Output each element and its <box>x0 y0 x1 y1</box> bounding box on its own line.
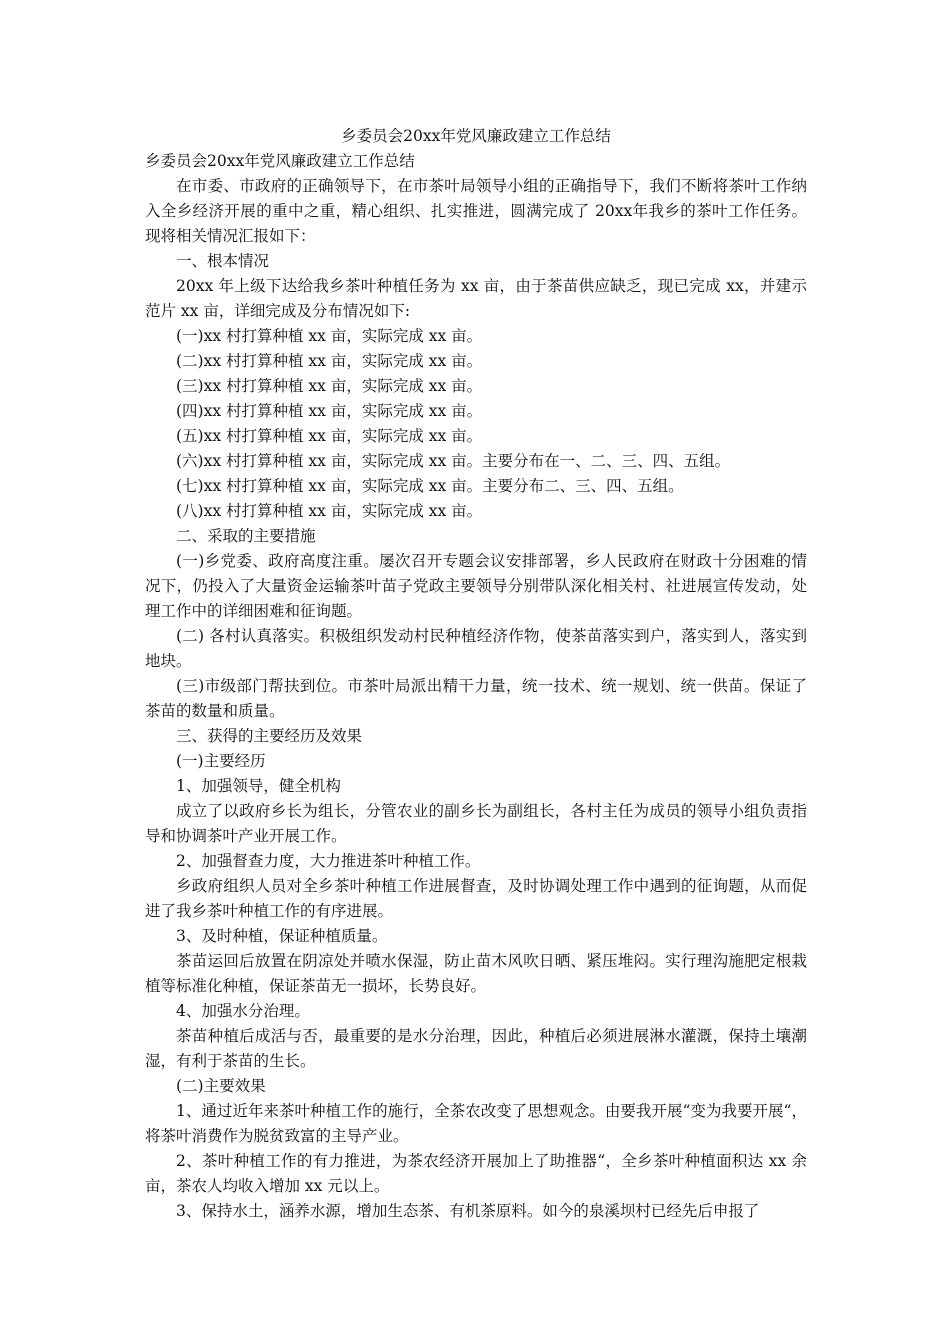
section-heading-basic: 一、根本情况 <box>176 252 270 270</box>
measure-paragraph: (二) 各村认真落实。积极组织发动村民种植经济作物，使茶苗落实到户，落实到人，落实到地块。 <box>145 627 807 670</box>
village-item: (五)xx 村打算种植 xx 亩，实际完成 xx 亩。 <box>176 427 483 445</box>
document-title: 乡委员会20xx年党风廉政建立工作总结 <box>341 127 611 145</box>
effect-paragraph: 3、保持水土，涵养水源，增加生态茶、有机茶原料。如今的泉溪坝村已经先后申报了 <box>176 1202 760 1220</box>
subsection-heading: (一)主要经历 <box>176 752 266 770</box>
basic-paragraph: 20xx 年上级下达给我乡茶叶种植任务为 xx 亩，由于茶苗供应缺乏，现已完成 xx，并建示范片 xx 亩，详细完成及分布情况如下: <box>145 277 807 320</box>
effect-paragraph: 2、茶叶种植工作的有力推进，为茶农经济开展加上了助推器“，全乡茶叶种植面积达 xx 余亩，茶农人均收入增加 xx 元以上。 <box>145 1152 807 1195</box>
section-heading-experience: 三、获得的主要经历及效果 <box>176 727 363 745</box>
subsection-heading: (二)主要效果 <box>176 1077 266 1095</box>
village-item: (八)xx 村打算种植 xx 亩，实际完成 xx 亩。 <box>176 502 483 520</box>
document-page <box>145 124 807 1224</box>
effect-paragraph: 1、通过近年来茶叶种植工作的施行，全茶农改变了思想观念。由要我开展“变为我要开展“，将茶叶消费作为脱贫致富的主导产业。 <box>145 1102 807 1145</box>
body-paragraph: 茶苗运回后放置在阴凉处并喷水保湿，防止苗木风吹日晒、紧压堆闷。实行理沟施肥定根栽植等标准化种植，保证茶苗无一损坏，长势良好。 <box>145 952 807 995</box>
body-paragraph: 茶苗种植后成活与否，最重要的是水分治理，因此，种植后必须进展淋水灌溉，保持土壤潮湿，有利于茶苗的生长。 <box>145 1027 807 1070</box>
intro-paragraph: 在市委、市政府的正确领导下，在市茶叶局领导小组的正确指导下，我们不断将茶叶工作纳入全乡经济开展的重中之重，精心组织、扎实推进，圆满完成了 20xx年我乡的茶叶工作任务。现将相关情况汇报如下： <box>145 177 807 245</box>
item-heading: 1、加强领导，健全机构 <box>176 777 341 795</box>
document-subtitle: 乡委员会20xx年党风廉政建立工作总结 <box>145 152 415 170</box>
body-paragraph: 乡政府组织人员对全乡茶叶种植工作进展督查，及时协调处理工作中遇到的征询题，从而促进了我乡茶叶种植工作的有序进展。 <box>145 877 807 920</box>
village-item: (二)xx 村打算种植 xx 亩，实际完成 xx 亩。 <box>176 352 483 370</box>
body-paragraph: 成立了以政府乡长为组长，分管农业的副乡长为副组长，各村主任为成员的领导小组负责指导和协调茶叶产业开展工作。 <box>145 802 807 845</box>
item-heading: 2、加强督查力度，大力推进茶叶种植工作。 <box>176 852 481 870</box>
measure-paragraph: (三)市级部门帮扶到位。市茶叶局派出精干力量，统一技术、统一规划、统一供苗。保证了茶苗的数量和质量。 <box>145 677 807 720</box>
village-item: (一)xx 村打算种植 xx 亩，实际完成 xx 亩。 <box>176 327 483 345</box>
section-heading-measures: 二、采取的主要措施 <box>176 527 316 545</box>
village-item: (三)xx 村打算种植 xx 亩，实际完成 xx 亩。 <box>176 377 483 395</box>
village-item: (六)xx 村打算种植 xx 亩，实际完成 xx 亩。主要分布在一、二、三、四、五组。 <box>176 452 731 470</box>
item-heading: 3、及时种植，保证种植质量。 <box>176 927 388 945</box>
item-heading: 4、加强水分治理。 <box>176 1002 310 1020</box>
village-item: (四)xx 村打算种植 xx 亩，实际完成 xx 亩。 <box>176 402 483 420</box>
measure-paragraph: (一)乡党委、政府高度注重。屡次召开专题会议安排部署，乡人民政府在财政十分困难的情况下，仍投入了大量资金运输茶叶苗子党政主要领导分别带队深化相关村、社进展宣传发动，处理工作中的详细困难和征询题。 <box>145 552 807 620</box>
village-item: (七)xx 村打算种植 xx 亩，实际完成 xx 亩。主要分布二、三、四、五组。 <box>176 477 684 495</box>
